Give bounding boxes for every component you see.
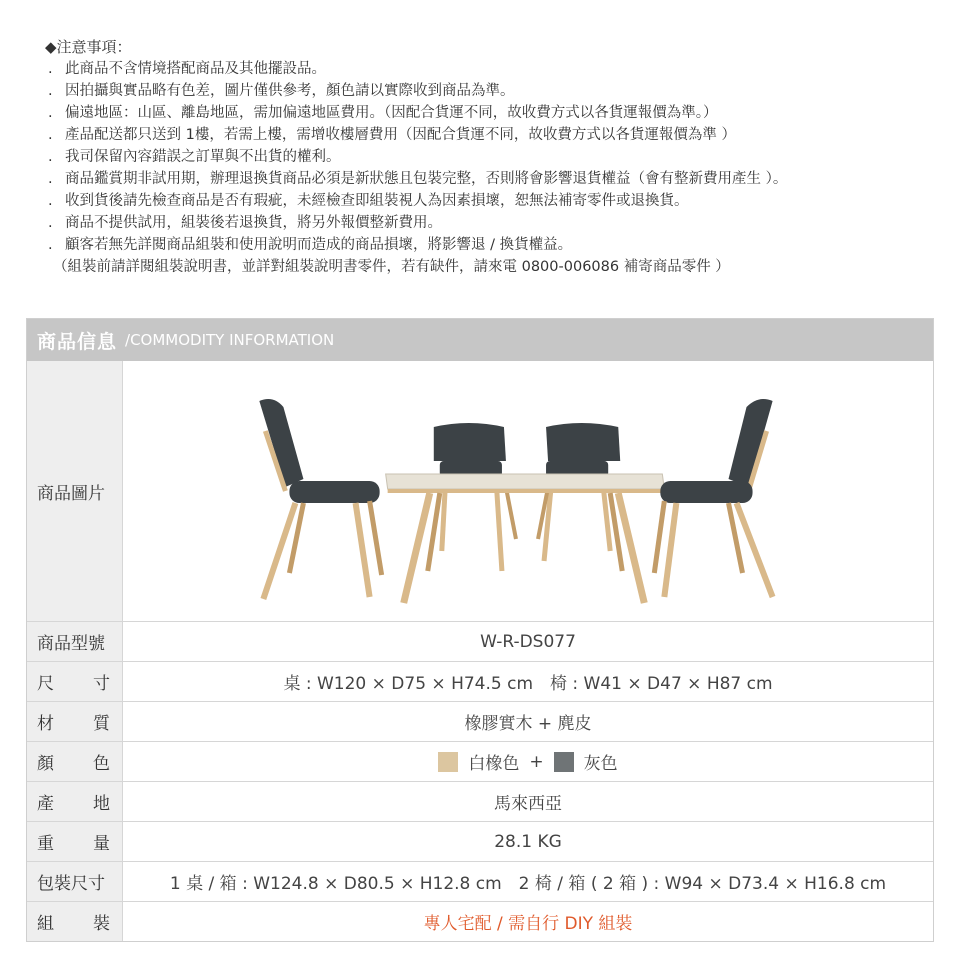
bullet-dot: . xyxy=(48,61,53,77)
bullet-dot: . xyxy=(48,105,53,121)
value-assembly: 專人宅配 / 需自行 DIY 組裝 xyxy=(423,914,633,934)
info-title-en: /COMMODITY INFORMATION xyxy=(125,331,335,349)
bullet-dot: . xyxy=(48,127,53,143)
notice-item: . 商品不提供試用，組裝後若退換貨，將另外報價整新費用。 xyxy=(45,212,945,234)
notice-item: . 顧客若無先詳閱商品組裝和使用說明而造成的商品損壞，將影響退 / 換貨權益。 xyxy=(45,234,945,256)
notice-item: . 產品配送都只送到 1樓，若需上樓，需增收樓層費用（因配合貨運不同，故收費方式以各貨運報價為準 ） xyxy=(45,124,945,146)
row-package xyxy=(27,861,933,901)
front-chair-left xyxy=(259,399,381,599)
product-image-cell xyxy=(123,361,933,621)
notice-title: ◆注意事項： xyxy=(45,38,132,56)
swatch-white-oak xyxy=(438,752,458,772)
notice-item: . 我司保留內容錯誤之訂單與不出貨的權利。 xyxy=(45,146,945,168)
notice-section xyxy=(45,36,945,278)
row-size xyxy=(27,661,933,701)
row-assembly xyxy=(27,901,933,941)
bullet-dot: . xyxy=(48,83,53,99)
notice-item: . 偏遠地區：山區、離島地區，需加偏遠地區費用。（因配合貨運不同，故收費方式以各貨運報價為準。） xyxy=(45,102,945,124)
info-header xyxy=(27,319,933,361)
row-material xyxy=(27,701,933,741)
back-chair-left xyxy=(434,423,516,571)
value-size: 桌 : W120 × D75 × H74.5 cm 椅 : W41 × D47 × H87 cm xyxy=(283,674,773,694)
label-size: 尺 寸 xyxy=(27,662,123,701)
dining-table xyxy=(386,474,665,603)
value-model: W-R-DS077 xyxy=(480,631,576,652)
row-color xyxy=(27,741,933,781)
notice-item: . 因拍攝與實品略有色差，圖片僅供參考，顏色請以實際收到商品為準。 xyxy=(45,80,945,102)
commodity-info-table xyxy=(26,318,934,942)
bullet-dot: . xyxy=(48,149,53,165)
value-color xyxy=(123,742,933,781)
bullet-dot: . xyxy=(48,193,53,209)
bullet-dot: . xyxy=(48,215,53,231)
label-material: 材 質 xyxy=(27,702,123,741)
value-package: 1 桌 / 箱 : W124.8 × D80.5 × H12.8 cm 2 椅 / 箱 ( 2 箱 ) : W94 × D73.4 × H16.8 cm xyxy=(169,874,887,894)
value-weight: 28.1 KG xyxy=(494,831,562,852)
swatch-grey xyxy=(554,752,574,772)
label-assembly: 組 裝 xyxy=(27,902,123,941)
label-color: 顏 色 xyxy=(27,742,123,781)
product-photo xyxy=(123,361,933,621)
label-weight: 重 量 xyxy=(27,822,123,861)
value-origin: 馬來西亞 xyxy=(494,794,562,814)
notice-item: . 收到貨後請先檢查商品是否有瑕疵，未經檢查即組裝視人為因素損壞，恕無法補寄零件或退換貨。 xyxy=(45,190,945,212)
row-origin xyxy=(27,781,933,821)
label-image: 商品圖片 xyxy=(27,361,123,621)
notice-item: . 商品鑑賞期非試用期，辦理退換貨商品必須是新狀態且包裝完整，否則將會影響退貨權益（會有整新費用產生 ）。 xyxy=(45,168,945,190)
row-model xyxy=(27,621,933,661)
label-model: 商品型號 xyxy=(27,622,123,661)
assembly-note: （組裝前請詳閱組裝說明書，並詳對組裝說明書零件，若有缺件，請來電 0800-006086 補寄商品零件 ） xyxy=(53,259,730,275)
color-name-white-oak: 白橡色 xyxy=(468,754,520,774)
label-package: 包裝尺寸 xyxy=(27,862,123,901)
notice-item: . 此商品不含情境搭配商品及其他擺設品。 xyxy=(45,58,945,80)
front-chair-right xyxy=(654,399,772,597)
value-material: 橡膠實木 + 麂皮 xyxy=(464,714,592,734)
info-title: 商品信息 xyxy=(37,330,118,353)
bullet-dot: . xyxy=(48,237,53,253)
label-origin: 產 地 xyxy=(27,782,123,821)
color-plus: + xyxy=(529,751,544,772)
color-name-grey: 灰色 xyxy=(583,754,618,774)
bullet-dot: . xyxy=(48,171,53,187)
row-weight xyxy=(27,821,933,861)
row-image xyxy=(27,361,933,621)
